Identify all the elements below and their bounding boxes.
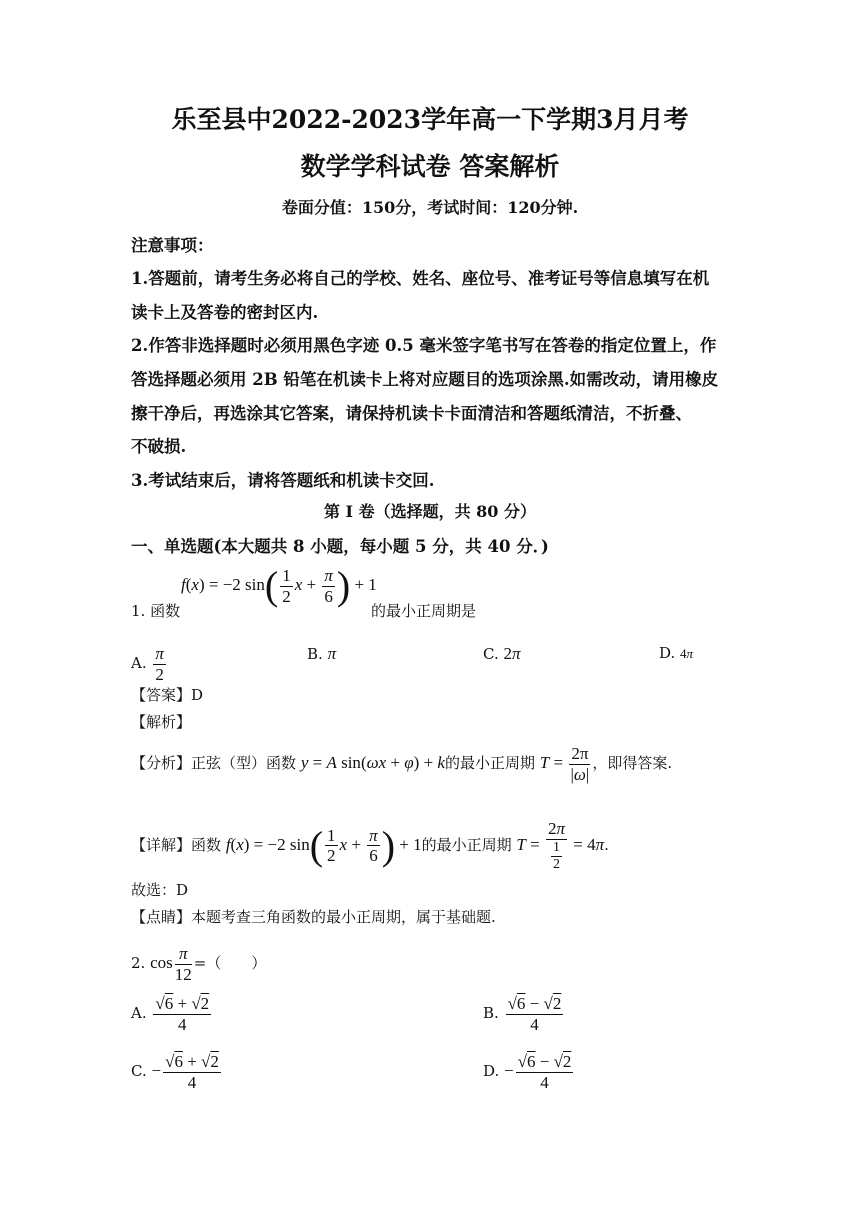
q1-comment: [131, 906, 496, 927]
q2-option-a-value: $\frac{√6 + √2}{4}$: [155, 994, 210, 1034]
section-heading: 一、单选题(本大题共 8 小题，每小题 5 分，共 40 分．): [131, 537, 549, 556]
note-2-line-4: 不破损.: [131, 437, 187, 456]
q2-option-b: [483, 994, 565, 1034]
notes-heading: 注意事项：: [131, 236, 214, 255]
part-title: 第 I 卷（选择题，共 80 分）: [323, 502, 537, 521]
q2-option-b-label: B.: [483, 1004, 499, 1023]
q2-option-c: [131, 1052, 223, 1092]
q1-number: 1. 函数: [131, 602, 181, 620]
q1-option-b-value: π: [327, 644, 337, 663]
q1-option-d: [659, 644, 693, 662]
q2-option-d-value: − $\frac{√6 - √2}{4}$: [504, 1052, 572, 1092]
comment-text: 本题考查三角函数的最小正周期，属于基础题.: [191, 908, 496, 926]
q1-option-a-value: $\frac{\pi}{2}$: [155, 644, 164, 684]
fenxi-mid: 的最小正周期: [444, 753, 535, 772]
q2-option-c-label: C.: [131, 1061, 147, 1080]
q1-answer: 【答案】D: [131, 686, 204, 704]
q2-suffix: =（ ）: [193, 953, 267, 972]
fenxi-period: T = $\frac{2\pi}{|\omega|}$: [539, 744, 590, 784]
note-1-line-2: 读卡上及答卷的密封区内.: [131, 303, 319, 322]
note-2-line-2: 答选择题必须用 2B 铅笔在机读卡上将对应题目的选项涂黑.如需改动，请用橡皮: [131, 370, 719, 389]
q2-option-d-label: D.: [483, 1061, 500, 1080]
q1-option-b-label: B.: [307, 645, 323, 663]
detail-end: .: [604, 835, 609, 854]
fenxi-end: ，即得答案.: [592, 753, 673, 772]
document-title: 乐至县中2022-2023学年高一下学期3月月考: [171, 105, 689, 134]
note-2-line-1: 2.作答非选择题时必须用黑色字迹 0.5 毫米签字笔书写在答卷的指定位置上，作: [131, 336, 717, 355]
fenxi-label: 【分析】: [131, 753, 192, 772]
detail-mid: 的最小正周期: [421, 835, 512, 854]
q2-number: 2.: [131, 953, 146, 972]
detail-label: 【详解】: [131, 835, 192, 854]
note-3: 3.考试结束后，请将答题纸和机读卡交回.: [131, 471, 435, 490]
document-subtitle: 数学学科试卷 答案解析: [300, 152, 560, 181]
q1-fenxi: [131, 744, 672, 784]
q1-analysis-label: 【解析】: [131, 713, 192, 731]
note-2-line-3: 擦干净后，再选涂其它答案，请保持机读卡卡面清洁和答题纸清洁，不折叠、: [131, 404, 692, 423]
q2-option-c-value: − $\frac{√6 + √2}{4}$: [151, 1052, 219, 1092]
q1-option-a: [131, 644, 168, 684]
q1-option-b: [307, 644, 336, 664]
q2-expression: cos $\frac{\pi}{12}$: [150, 944, 192, 984]
q1-option-d-label: D.: [659, 644, 676, 662]
exam-info: 卷面分值：150分，考试时间：120分钟.: [281, 198, 579, 217]
q2-stem: [131, 944, 266, 984]
detail-text: 函数: [191, 835, 222, 854]
fenxi-formula: y = A sin(ωx + φ) + k: [300, 752, 445, 772]
q2-option-d: [483, 1052, 575, 1092]
q1-option-c-label: C.: [483, 645, 499, 663]
comment-label: 【点睛】: [131, 908, 192, 926]
detail-function: f(x) = −2 sin( $\frac{1}{2}$ x + $\frac{\pi}{6}$ ) + 1: [225, 822, 422, 868]
q1-option-c: [483, 644, 521, 664]
q1-option-d-value: 4π: [680, 646, 694, 661]
q2-option-a: [131, 994, 213, 1034]
q2-option-b-value: $\frac{√6 - √2}{4}$: [507, 994, 562, 1034]
q1-function: f(x) = −2 sin( $\frac{1}{2}$ x + $\frac{\pi}{6}$ ) + 1: [181, 563, 377, 609]
note-1-line-1: 1.答题前，请考生务必将自己的学校、姓名、座位号、准考证号等信息填写在机: [131, 269, 710, 288]
q1-choice: 故选：D: [131, 881, 189, 899]
q1-option-a-label: A.: [131, 654, 147, 673]
fenxi-text: 正弦（型）函数: [191, 753, 297, 772]
detail-period: T = $\frac{2\pi}{\frac{1}{2}}$ = 4π: [516, 819, 605, 872]
q1-option-c-value: 2π: [503, 644, 521, 663]
q1-suffix: 的最小正周期是: [371, 602, 477, 620]
q2-option-a-label: A.: [131, 1004, 147, 1023]
q1-detail: [131, 819, 609, 873]
